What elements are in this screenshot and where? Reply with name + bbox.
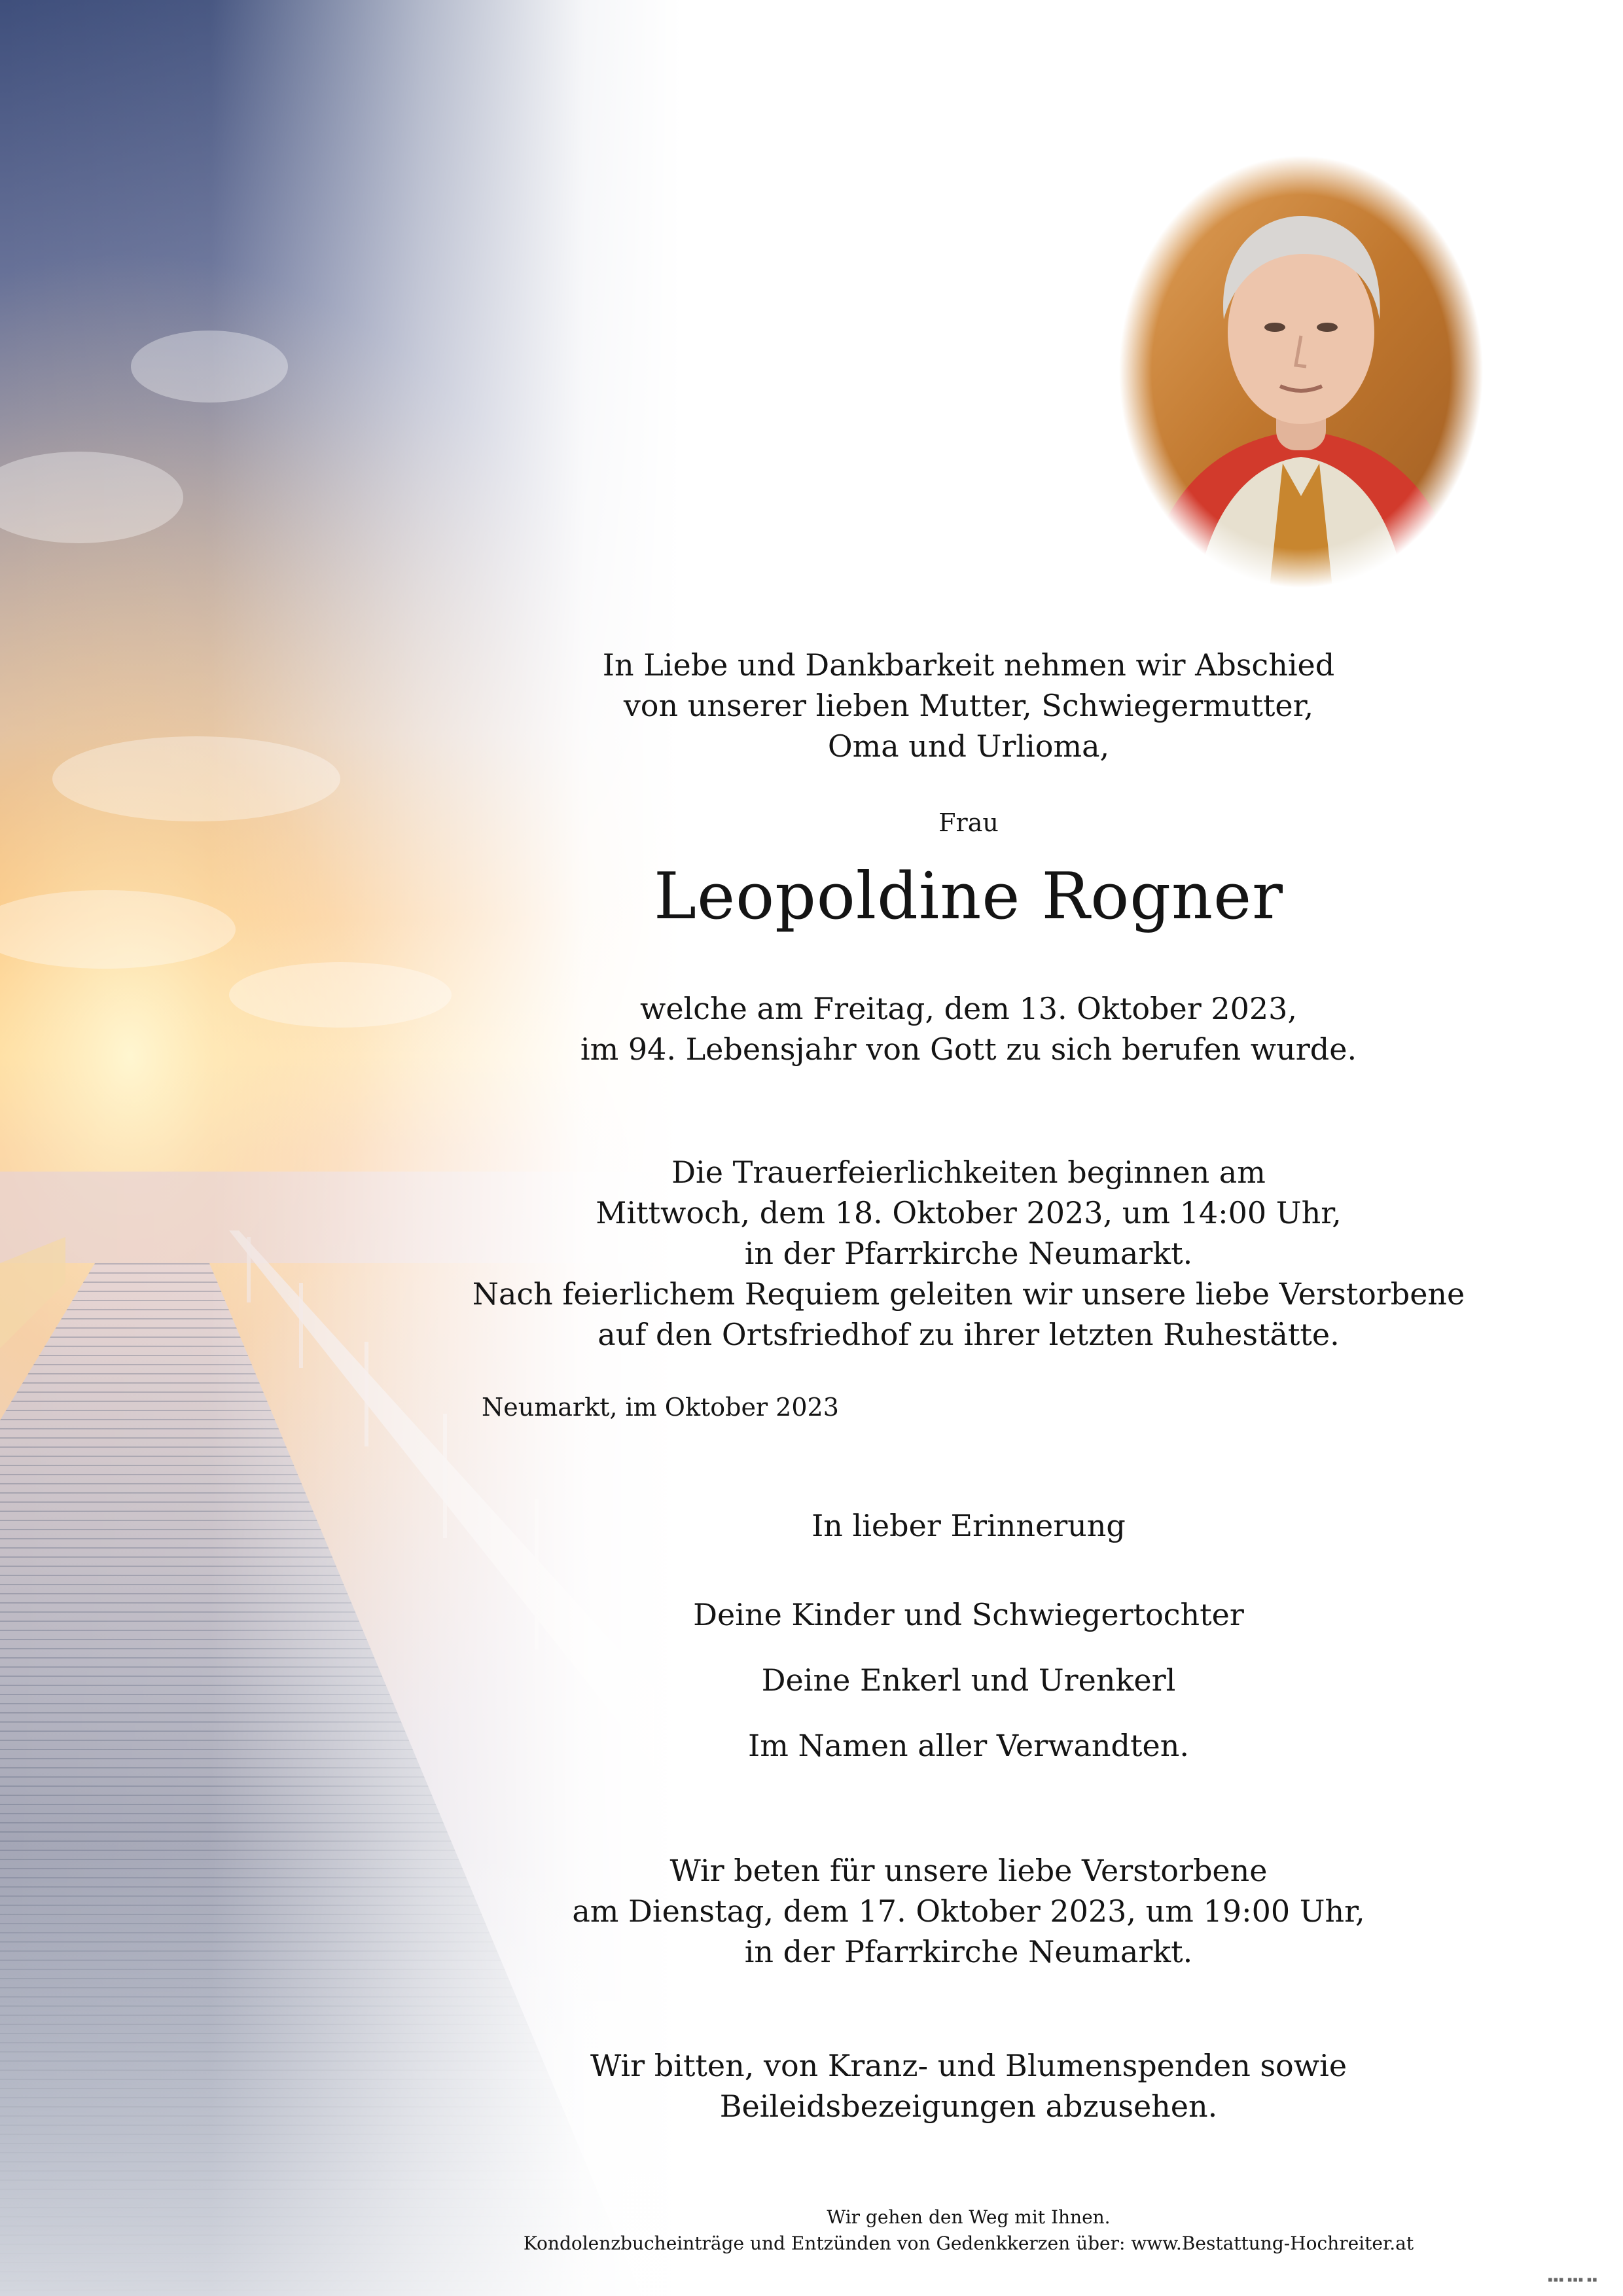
death-line: welche am Freitag, dem 13. Oktober 2023, [639, 991, 1298, 1026]
intro-text [458, 645, 1479, 766]
intro-line: Oma und Urlioma, [827, 728, 1110, 764]
place-date: Neumarkt, im Oktober 2023 [482, 1393, 839, 1422]
family-line: Deine Enkerl und Urenkerl [761, 1662, 1176, 1698]
prayer-line: in der Pfarrkirche Neumarkt. [744, 1934, 1193, 1969]
prayer-line: am Dienstag, dem 17. Oktober 2023, um 19:00 Uhr, [572, 1893, 1365, 1929]
footer-website-line[interactable]: Kondolenzbucheinträge und Entzünden von Gedenkkerzen über: www.Bestattung-Hochreiter.at [523, 2233, 1414, 2254]
prayer-line: Wir beten für unsere liebe Verstorbene [669, 1853, 1268, 1888]
memory-heading [458, 1505, 1479, 1546]
family-line: Deine Kinder und Schwiegertochter [693, 1597, 1244, 1632]
memory-line: In lieber Erinnerung [812, 1508, 1126, 1543]
ceremony-line: Nach feierlichem Requiem geleiten wir unsere liebe Verstorbene [472, 1276, 1465, 1312]
intro-line: von unserer lieben Mutter, Schwiegermutter, [623, 688, 1314, 723]
ceremony-line: Die Trauerfeierlichkeiten beginnen am [671, 1155, 1266, 1190]
footer-slogan: Wir gehen den Weg mit Ihnen. [827, 2206, 1111, 2228]
portrait-photo [1119, 156, 1483, 588]
family-list [458, 1594, 1479, 1791]
request-line: Beileidsbezeigungen abzusehen. [719, 2089, 1218, 2124]
death-line: im 94. Lebensjahr von Gott zu sich berufen wurde. [580, 1031, 1357, 1067]
intro-line: In Liebe und Dankbarkeit nehmen wir Abschied [602, 647, 1335, 683]
prayer-details [458, 1850, 1479, 1972]
ceremony-details [458, 1152, 1479, 1355]
ceremony-line: auf den Ortsfriedhof zu ihrer letzten Ruhestätte. [597, 1317, 1340, 1352]
request-line: Wir bitten, von Kranz- und Blumenspenden sowie [590, 2048, 1347, 2083]
salutation: Frau [938, 808, 999, 837]
ceremony-line: in der Pfarrkirche Neumarkt. [744, 1236, 1193, 1271]
ceremony-line: Mittwoch, dem 18. Oktober 2023, um 14:00 Uhr, [596, 1195, 1342, 1230]
family-line: Im Namen aller Verwandten. [748, 1728, 1189, 1763]
deceased-name: Leopoldine Rogner [654, 859, 1283, 934]
death-notice [458, 988, 1479, 1069]
print-mark: ▪▪▪ ▪▪▪ ▪▪ [1548, 2275, 1598, 2284]
footer [458, 2204, 1479, 2257]
donation-request [458, 2045, 1479, 2126]
